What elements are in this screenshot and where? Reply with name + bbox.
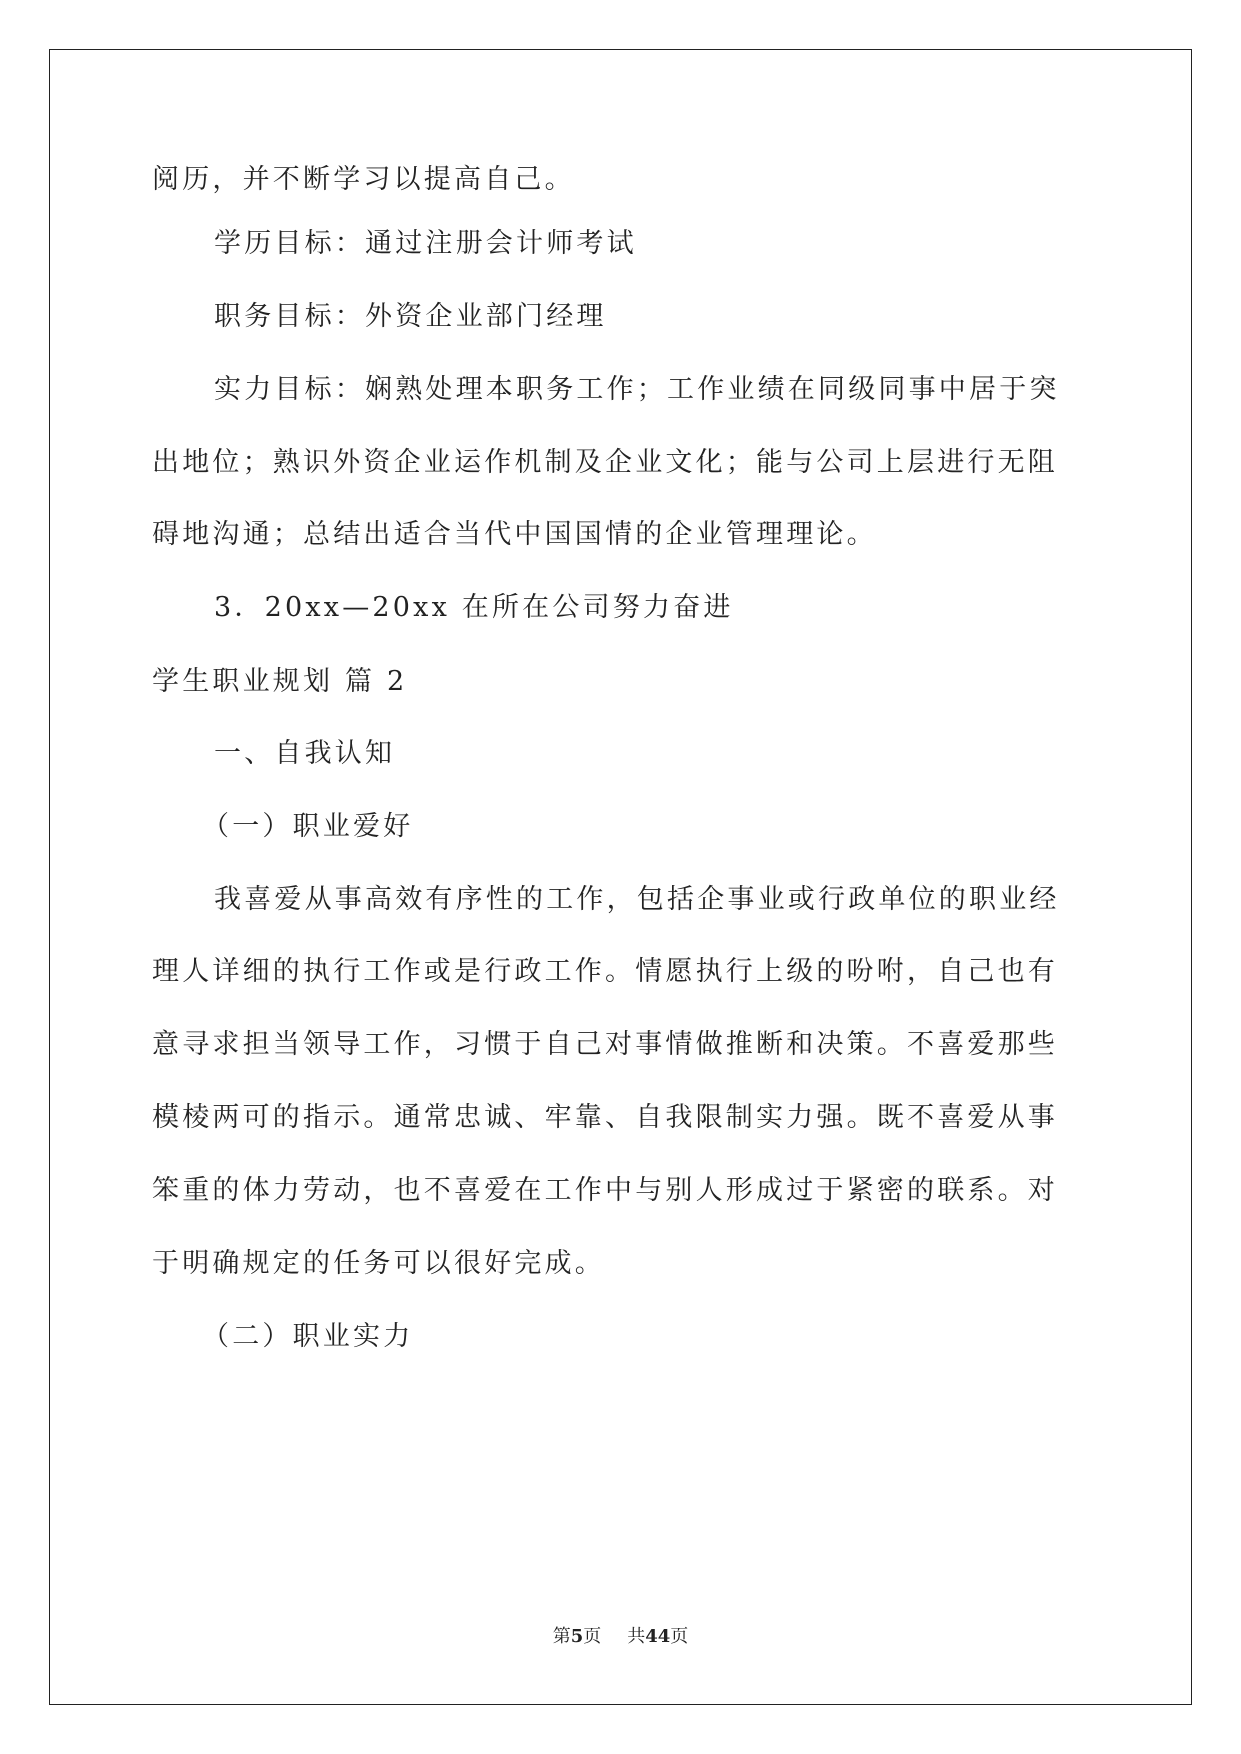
footer-page-suffix: 页 bbox=[583, 1626, 602, 1647]
paragraph-line: 3．20xx—20xx 在所在公司努力奋进 bbox=[214, 592, 734, 623]
footer-prefix: 第 bbox=[552, 1626, 571, 1647]
paragraph-line: 模棱两可的指示。通常忠诚、牢靠、自我限制实力强。既不喜爱从事 bbox=[152, 1102, 1058, 1133]
footer-total-suffix: 页 bbox=[670, 1626, 689, 1647]
total-page-count: 44 bbox=[645, 1626, 671, 1647]
page-footer bbox=[0, 1622, 1241, 1648]
paragraph-line: 笨重的体力劳动，也不喜爱在工作中与别人形成过于紧密的联系。对 bbox=[152, 1175, 1058, 1206]
paragraph-line: 一、自我认知 bbox=[214, 738, 396, 769]
paragraph-line: 碍地沟通；总结出适合当代中国国情的企业管理理论。 bbox=[152, 519, 877, 550]
footer-total-prefix: 共 bbox=[627, 1626, 646, 1647]
paragraph-line: 意寻求担当领导工作，习惯于自己对事情做推断和决策。不喜爱那些 bbox=[152, 1029, 1058, 1060]
paragraph-line: （二）职业实力 bbox=[202, 1321, 414, 1352]
paragraph-line: 出地位；熟识外资企业运作机制及企业文化；能与公司上层进行无阻 bbox=[152, 447, 1058, 478]
paragraph-line: 职务目标：外资企业部门经理 bbox=[214, 301, 607, 332]
paragraph-line: 我喜爱从事高效有序性的工作，包括企事业或行政单位的职业经 bbox=[214, 884, 1060, 915]
paragraph-line: 理人详细的执行工作或是行政工作。情愿执行上级的吩咐，自己也有 bbox=[152, 956, 1058, 987]
paragraph-line: 学历目标：通过注册会计师考试 bbox=[214, 228, 637, 259]
paragraph-line: 实力目标：娴熟处理本职务工作；工作业绩在同级同事中居于突 bbox=[214, 374, 1060, 405]
paragraph-line: 阅历，并不断学习以提高自己。 bbox=[152, 164, 575, 195]
paragraph-line: 于明确规定的任务可以很好完成。 bbox=[152, 1248, 605, 1279]
current-page-number: 5 bbox=[570, 1626, 584, 1647]
section-heading: 学生职业规划 篇 2 bbox=[152, 666, 408, 697]
paragraph-line: （一）职业爱好 bbox=[202, 811, 414, 842]
